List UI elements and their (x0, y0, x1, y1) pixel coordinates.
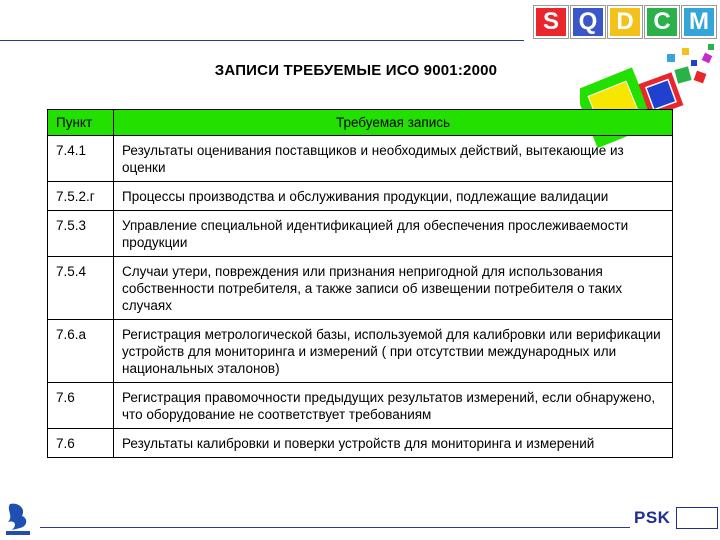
record-cell: Регистрация метрологической базы, используемой для калибровки или верификации устройств для мониторинга и измерений ( при отсутствии международных или национальных эталонов) (114, 320, 673, 383)
record-cell: Случаи утери, повреждения или признания непригодной для использования собственности потребителя, а также записи об извещении потребителя о таких случаях (114, 257, 673, 320)
top-rule-right (356, 40, 524, 41)
clause-cell: 7.5.3 (48, 211, 114, 257)
table-row (48, 429, 673, 458)
column-header-record: Требуемая запись (114, 110, 673, 136)
brand-letter-s: S (534, 6, 568, 38)
record-cell: Процессы производства и обслуживания продукции, подлежащие валидации (114, 182, 673, 211)
table-row (48, 136, 673, 182)
psk-mark: PSK (634, 508, 671, 527)
brand-letter-c: C (645, 6, 679, 38)
clause-cell: 7.6 (48, 429, 114, 458)
record-cell: Результаты калибровки и поверки устройств для мониторинга и измерений (114, 429, 673, 458)
column-header-clause: Пункт (48, 110, 114, 136)
record-cell: Результаты оценивания поставщиков и необходимых действий, вытекающие из оценки (114, 136, 673, 182)
clause-cell: 7.5.4 (48, 257, 114, 320)
bottom-rule (40, 527, 630, 528)
clause-cell: 7.6.а (48, 320, 114, 383)
sqdcm-brand (534, 6, 716, 38)
brand-letter-q: Q (571, 6, 605, 38)
psk-box (676, 507, 718, 529)
table-row (48, 257, 673, 320)
clause-cell: 7.5.2.г (48, 182, 114, 211)
table-row (48, 211, 673, 257)
clause-cell: 7.6 (48, 383, 114, 429)
table-row (48, 320, 673, 383)
record-cell: Регистрация правомочности предыдущих результатов измерений, если обнаружено, что оборудование не соответствует требованиям (114, 383, 673, 429)
records-table (47, 109, 673, 458)
brand-letter-d: D (608, 6, 642, 38)
slide-title: ЗАПИСИ ТРЕБУЕМЫЕ ИСО 9001:2000 (214, 62, 498, 79)
kamaz-logo-icon (4, 500, 32, 536)
brand-letter-m: M (682, 6, 716, 38)
table-header-row (48, 110, 673, 136)
record-cell: Управление специальной идентификацией для обеспечения прослеживаемости продукции (114, 211, 673, 257)
table-row (48, 383, 673, 429)
clause-cell: 7.4.1 (48, 136, 114, 182)
table-row (48, 182, 673, 211)
top-rule (0, 40, 360, 41)
